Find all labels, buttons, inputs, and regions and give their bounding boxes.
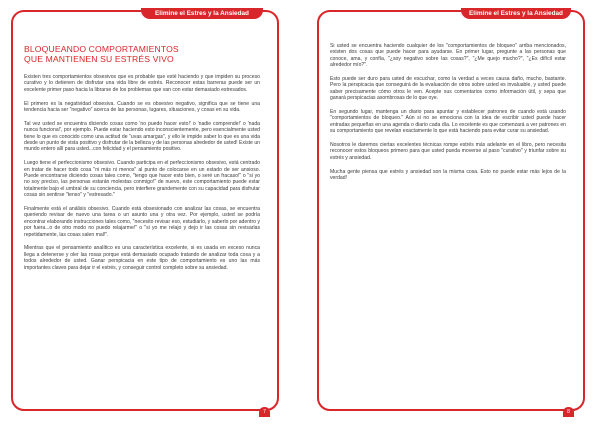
- section-title-line1: BLOQUEANDO COMPORTAMIENTOS: [24, 44, 179, 54]
- left-page: [11, 10, 283, 415]
- section-title-line2: QUE MANTIENEN SU ESTRÉS VIVO: [24, 54, 174, 64]
- right-page-number: 8: [563, 407, 574, 417]
- paragraph: Luego tiene el perfeccionismo obsesivo. Cuando participa en el perfeccionismo obsesivo, está centrado en tratar de hacer todo cosa "ni más ni menos" al punto de colocarse en un estado de ser ansioso. Puede encontrarse diciendo cosas tales como, "tengo que hacer esto bien, o seré un fracaso!" o "si yo no soy preciso, las personas estarán molestas conmigo!" de nuevo, este comportamiento puede estar totalmente bajo el umbral de su conciencia, pero interfiere grandemente con su capacidad para disfrutar cosas sin sentirse "tenso" y "estresado.": [24, 160, 260, 199]
- right-page: [317, 10, 589, 415]
- section-title: [24, 44, 260, 64]
- paragraph: El primero es la negatividad obsesiva. Cuando se es obsesivo negativo, significa que se tiene una tendencia hacia ser "negativo" acerca de las personas, lugares, situaciones, y cosas en su vida.: [24, 100, 260, 113]
- paragraph: Nosotros le daremos ciertas excelentes técnicas rompe estrés más adelante en el libro, pero necesita reconocer estos bloqueos primero para que usted pueda moverse al paso "curativo" y triunfar sobre su estrés y ansiedad.: [330, 142, 566, 161]
- left-page-number: 7: [259, 407, 270, 417]
- paragraph: Finalmente está el análisis obsesivo. Cuando está obsesionado con analizar las cosas, se encuentra queriendo revisar de nuevo una tarea o un asunto una y otra vez. Por ejemplo, usted se podría encontrar elaborando instrucciones tales como, "necesito revisar eso, estudiarlo, y saberlo por adentro y por fuera...o de otro modo no puedo relajarme!" o "si yo me relajo y dejo ir las cosas sin revisarlas repetidamente, las cosas salen mal!".: [24, 206, 260, 238]
- paragraph: Esto puede ser duro para usted de escuchar, como la verdad a veces causa daño, mucho, bastante. Pero la perspicacia que conseguirá de la evaluación de otros sobre usted es invaluable, y usted puede saber precisamente cómo otros le ven. Acepte sus comentarios como información útil, y sepa que ganará perspicacias asombrosas de lo que oye.: [330, 76, 566, 102]
- right-header-tab: Elimine el Estres y la Ansiedad: [461, 8, 571, 19]
- paragraph: En segundo lugar, mantenga un diario para apuntar y establecer patrones de cuando está usando "comportamientos de bloqueo." Aún si no se emociona con la idea de escribir usted puede hacer entradas pequeñas en una agenda o diario cada día. Lo excelente es que comenzará a ver patrones en su comportamiento que revelan exactamente lo que está haciendo para evitar curar su ansiedad.: [330, 109, 566, 135]
- left-header-tab: Elimine el Estres y la Ansiedad: [141, 8, 263, 19]
- paragraph: Existen tres comportamientos obsesivos que es probable que esté haciendo y que impiden su proceso curativo y lo detienen de disfrutar una vida libre de estrés. Reconocer estas barreras puede ser un excelente primer paso hacia la librarse de los problemas que van con estar demasiado estresados.: [24, 74, 260, 93]
- paragraph: Mientras que el pensamiento analítico es una característica excelente, si es usada en exceso nunca llega a detenerse y oler las rosas porque está demasiado ocupado tratando de analizar toda cosa y a todos alrededor de usted. Ganar perspicacia en este tipo de comportamiento es uno las más importantes claves para dejar ir el estrés, y conseguir control completo sobre su ansiedad.: [24, 245, 260, 271]
- right-page-content: [330, 43, 566, 189]
- paragraph: Tal vez usted se encuentra diciendo cosas como 'no puedo hacer esto!' o 'nadie comprende!' o 'nada nunca funciona!', por ejemplo. Puede estar haciendo esto inconscientemente, pero esencialmente usted tiene lo que es conocido como una actitud de "uvas amargas", y ello le impide saber lo que es una vida desde un punto de vista positivo y disfrutar de la belleza y de las personas alrededor de usted! Existe un mundo entero allí para usted...con felicidad y el pensamiento positivo.: [24, 120, 260, 153]
- paragraph: Mucha gente piensa que estrés y ansiedad son la misma cosa. Esto no puede estar más lejos de la verdad!: [330, 168, 566, 181]
- left-page-content: [24, 44, 260, 278]
- paragraph: Si usted se encuentra haciendo cualquier de los "comportamientos de bloqueo" arriba mencionados, existen dos cosas que puede hacer para ayudarse. En primer lugar, pregunte a las personas que conoce, ama, y confía, "¿soy negativo sobre las cosas?", "¿Me quejo mucho?", "¿Es difícil estar alrededor mío?".: [330, 43, 566, 69]
